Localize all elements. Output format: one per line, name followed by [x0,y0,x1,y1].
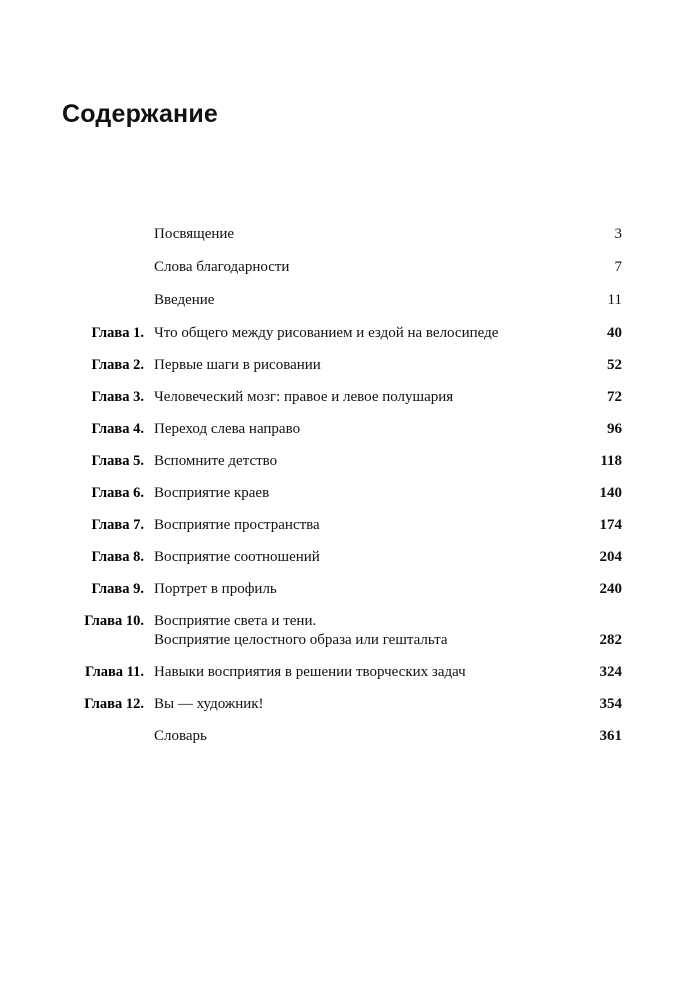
table-of-contents [62,225,622,759]
toc-entry-page: 240 [599,581,622,597]
toc-entry-title: Вы — художник! [154,696,264,712]
toc-entry-page: 72 [607,389,622,405]
toc-entry-title [152,612,566,650]
toc-entry-page: 3 [614,226,622,242]
toc-entry[interactable] [62,291,622,310]
toc-entry-title: Словарь [154,728,207,744]
toc-entry-title: Восприятие пространства [154,517,320,533]
page-title: Содержание [62,100,219,128]
toc-entry-page: 11 [607,292,622,308]
toc-chapter-label: Глава 1. [91,325,144,341]
toc-entry-title: Посвящение [154,226,235,242]
toc-entry-title: Введение [154,292,215,308]
toc-entry-page: 324 [599,664,622,680]
toc-chapter-label: Глава 4. [91,421,144,437]
toc-chapter-label: Глава 8. [91,549,144,565]
toc-entry-page: 52 [607,357,622,373]
toc-chapter-label: Глава 10. [84,613,144,629]
toc-entry-title: Слова благодарности [154,259,290,275]
toc-entry-page: 7 [614,259,622,275]
toc-entry[interactable] [62,695,622,714]
toc-entry-page: 354 [599,696,622,712]
toc-chapter-label: Глава 12. [84,696,144,712]
toc-entry[interactable] [62,258,622,277]
toc-entry[interactable] [62,727,622,746]
toc-entry-page: 118 [600,453,622,469]
toc-entry[interactable] [62,663,622,682]
toc-entry[interactable] [62,548,622,567]
toc-chapter-label: Глава 3. [91,389,144,405]
toc-chapter-label: Глава 11. [84,664,144,680]
toc-chapter-label: Глава 9. [91,581,144,597]
toc-entry[interactable] [62,580,622,599]
toc-entry-title-line2: Восприятие целостного образа или гештальта [154,632,448,648]
toc-entry-title: Что общего между рисованием и ездой на велосипеде [154,325,499,341]
toc-entry-page: 40 [607,325,622,341]
toc-entry[interactable] [62,356,622,375]
toc-entry-title: Переход слева направо [154,421,301,437]
toc-entry-page: 140 [599,485,622,501]
toc-entry[interactable] [62,324,622,343]
toc-entry[interactable] [62,225,622,244]
toc-entry[interactable] [62,452,622,471]
toc-entry-page: 282 [599,632,622,648]
toc-entry-title: Человеческий мозг: правое и левое полушария [154,389,454,405]
toc-chapter-label: Глава 6. [91,485,144,501]
toc-chapter-label: Глава 7. [91,517,144,533]
toc-entry[interactable] [62,388,622,407]
toc-entry-page: 361 [599,728,622,744]
toc-entry-page: 96 [607,421,622,437]
toc-chapter-label: Глава 2. [91,357,144,373]
toc-entry-title-line1: Восприятие света и тени. [154,613,317,629]
toc-entry-title: Первые шаги в рисовании [154,357,321,373]
toc-entry-page: 204 [599,549,622,565]
toc-entry[interactable] [62,516,622,535]
toc-entry[interactable] [62,420,622,439]
toc-entry-title: Восприятие соотношений [154,549,320,565]
toc-entry-title: Навыки восприятия в решении творческих задач [154,664,466,680]
toc-entry[interactable] [62,612,622,650]
toc-entry[interactable] [62,484,622,503]
toc-chapter-label: Глава 5. [91,453,144,469]
toc-entry-title: Восприятие краев [154,485,270,501]
toc-entry-page: 174 [599,517,622,533]
toc-entry-title: Вспомните детство [154,453,278,469]
toc-entry-title: Портрет в профиль [154,581,277,597]
